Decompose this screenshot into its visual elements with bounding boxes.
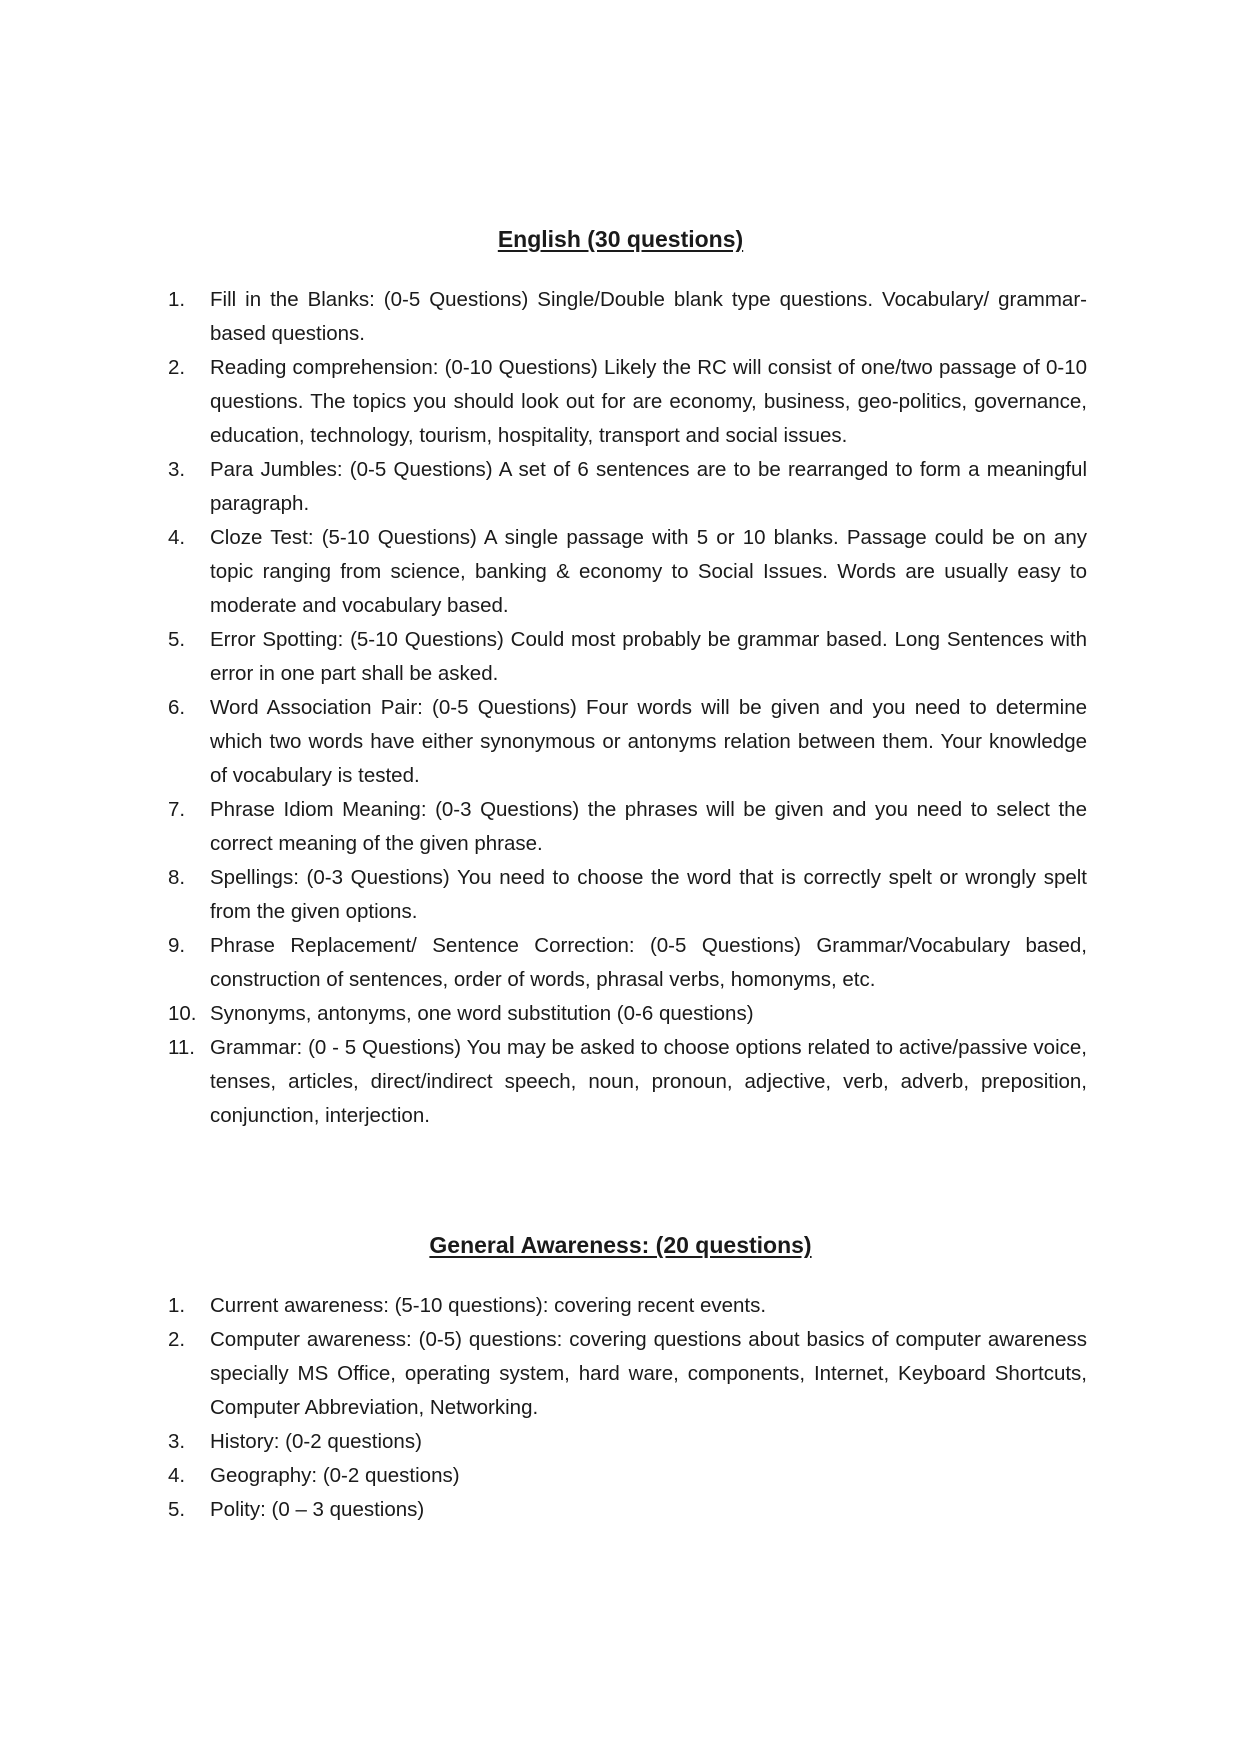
item-text: Spellings: (0-3 Questions) You need to choose the word that is correctly spelt or wrongly spelt from the given options. xyxy=(210,866,1087,923)
list-item xyxy=(168,997,1087,1031)
item-number: 2. xyxy=(168,356,186,379)
item-text: Polity: (0 – 3 questions) xyxy=(210,1498,425,1521)
english-section-title: English (30 questions) xyxy=(497,226,744,252)
item-number: 7. xyxy=(168,798,186,821)
list-item xyxy=(168,351,1087,453)
item-text: Word Association Pair: (0-5 Questions) Four words will be given and you need to determine which two words have either synonymous or antonyms relation between them. Your knowledge of vocabulary is tested. xyxy=(210,696,1087,787)
item-text: Current awareness: (5-10 questions): covering recent events. xyxy=(210,1294,767,1317)
item-number: 5. xyxy=(168,1498,186,1521)
item-text: Phrase Replacement/ Sentence Correction: (0-5 Questions) Grammar/Vocabulary based, construction of sentences, order of words, phrasal verbs, homonyms, etc. xyxy=(210,934,1087,991)
item-text: Para Jumbles: (0-5 Questions) A set of 6 sentences are to be rearranged to form a meaningful paragraph. xyxy=(210,458,1087,515)
item-number: 2. xyxy=(168,1328,186,1351)
item-number: 9. xyxy=(168,934,186,957)
list-item xyxy=(168,453,1087,521)
item-number: 8. xyxy=(168,866,186,889)
item-number: 1. xyxy=(168,1294,186,1317)
item-text: Reading comprehension: (0-10 Questions) Likely the RC will consist of one/two passage of 0-10 questions. The topics you should look out for are economy, business, geo-politics, governance, education, technology, tourism, hospitality, transport and social issues. xyxy=(210,356,1087,447)
item-number: 5. xyxy=(168,628,186,651)
item-text: Geography: (0-2 questions) xyxy=(210,1464,460,1487)
general-awareness-section-title: General Awareness: (20 questions) xyxy=(429,1232,812,1258)
item-text: Error Spotting: (5-10 Questions) Could most probably be grammar based. Long Sentences with error in one part shall be asked. xyxy=(210,628,1087,685)
english-topic-list xyxy=(168,283,1087,1133)
item-text: Synonyms, antonyms, one word substitution (0-6 questions) xyxy=(210,1002,754,1025)
list-item xyxy=(168,283,1087,351)
item-number: 4. xyxy=(168,1464,186,1487)
general-awareness-topic-list xyxy=(168,1289,1087,1527)
item-number: 11. xyxy=(168,1036,195,1059)
list-item xyxy=(168,623,1087,691)
list-item xyxy=(168,1289,1087,1323)
list-item xyxy=(168,1493,1087,1527)
list-item xyxy=(168,929,1087,997)
item-text: Phrase Idiom Meaning: (0-3 Questions) the phrases will be given and you need to select the correct meaning of the given phrase. xyxy=(210,798,1087,855)
item-number: 10. xyxy=(168,1002,197,1025)
list-item xyxy=(168,691,1087,793)
list-item xyxy=(168,1425,1087,1459)
list-item xyxy=(168,793,1087,861)
item-text: Fill in the Blanks: (0-5 Questions) Single/Double blank type questions. Vocabulary/ grammar-based questions. xyxy=(210,288,1087,345)
list-item xyxy=(168,521,1087,623)
list-item xyxy=(168,1031,1087,1133)
item-number: 3. xyxy=(168,1430,186,1453)
item-number: 3. xyxy=(168,458,186,481)
list-item xyxy=(168,1323,1087,1425)
list-item xyxy=(168,861,1087,929)
item-number: 4. xyxy=(168,526,186,549)
list-item xyxy=(168,1459,1087,1493)
item-text: Cloze Test: (5-10 Questions) A single passage with 5 or 10 blanks. Passage could be on any topic ranging from science, banking & economy to Social Issues. Words are usually easy to moderate and vocabulary based. xyxy=(210,526,1087,617)
item-text: Grammar: (0 - 5 Questions) You may be asked to choose options related to active/passive voice, tenses, articles, direct/indirect speech, noun, pronoun, adjective, verb, adverb, preposition, conjunction, interjection. xyxy=(210,1036,1087,1127)
item-text: Computer awareness: (0-5) questions: covering questions about basics of computer awareness specially MS Office, operating system, hard ware, components, Internet, Keyboard Shortcuts, Computer Abbreviation, Networking. xyxy=(210,1328,1087,1419)
item-number: 6. xyxy=(168,696,186,719)
item-number: 1. xyxy=(168,288,186,311)
item-text: History: (0-2 questions) xyxy=(210,1430,422,1453)
